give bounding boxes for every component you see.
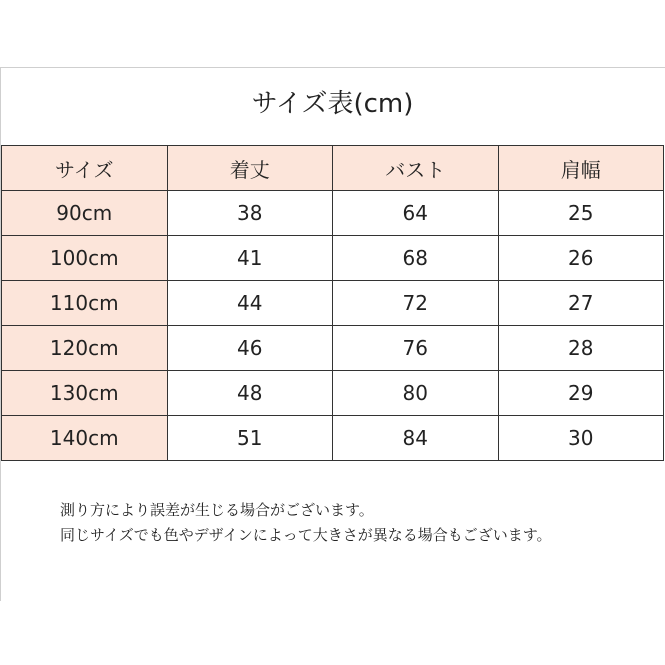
table-row xyxy=(2,416,664,461)
shoulder-cell: 26 xyxy=(498,236,664,281)
note-size-variation: 同じサイズでも色やデザインによって大きさが異なる場合もございます。 xyxy=(60,526,552,544)
size-cell: 110cm xyxy=(2,281,168,326)
size-table xyxy=(1,145,664,461)
size-cell: 130cm xyxy=(2,371,168,416)
length-cell: 48 xyxy=(167,371,333,416)
header-length: 着丈 xyxy=(167,146,333,191)
table-header-row xyxy=(2,146,664,191)
shoulder-cell: 27 xyxy=(498,281,664,326)
table-row xyxy=(2,236,664,281)
size-cell: 90cm xyxy=(2,191,168,236)
table-row xyxy=(2,371,664,416)
header-size: サイズ xyxy=(2,146,168,191)
length-cell: 51 xyxy=(167,416,333,461)
bust-cell: 64 xyxy=(333,191,499,236)
shoulder-cell: 29 xyxy=(498,371,664,416)
size-cell: 100cm xyxy=(2,236,168,281)
table-row xyxy=(2,191,664,236)
size-cell: 140cm xyxy=(2,416,168,461)
header-bust: バスト xyxy=(333,146,499,191)
length-cell: 38 xyxy=(167,191,333,236)
bust-cell: 80 xyxy=(333,371,499,416)
shoulder-cell: 30 xyxy=(498,416,664,461)
length-cell: 44 xyxy=(167,281,333,326)
table-row xyxy=(2,326,664,371)
notes xyxy=(60,498,552,548)
table-row xyxy=(2,281,664,326)
length-cell: 41 xyxy=(167,236,333,281)
shoulder-cell: 28 xyxy=(498,326,664,371)
size-cell: 120cm xyxy=(2,326,168,371)
bust-cell: 76 xyxy=(333,326,499,371)
header-shoulder: 肩幅 xyxy=(498,146,664,191)
note-measurement-error: 測り方により誤差が生じる場合がございます。 xyxy=(60,501,374,519)
page-title: サイズ表(cm) xyxy=(251,89,414,119)
bust-cell: 84 xyxy=(333,416,499,461)
bust-cell: 68 xyxy=(333,236,499,281)
shoulder-cell: 25 xyxy=(498,191,664,236)
length-cell: 46 xyxy=(167,326,333,371)
bust-cell: 72 xyxy=(333,281,499,326)
